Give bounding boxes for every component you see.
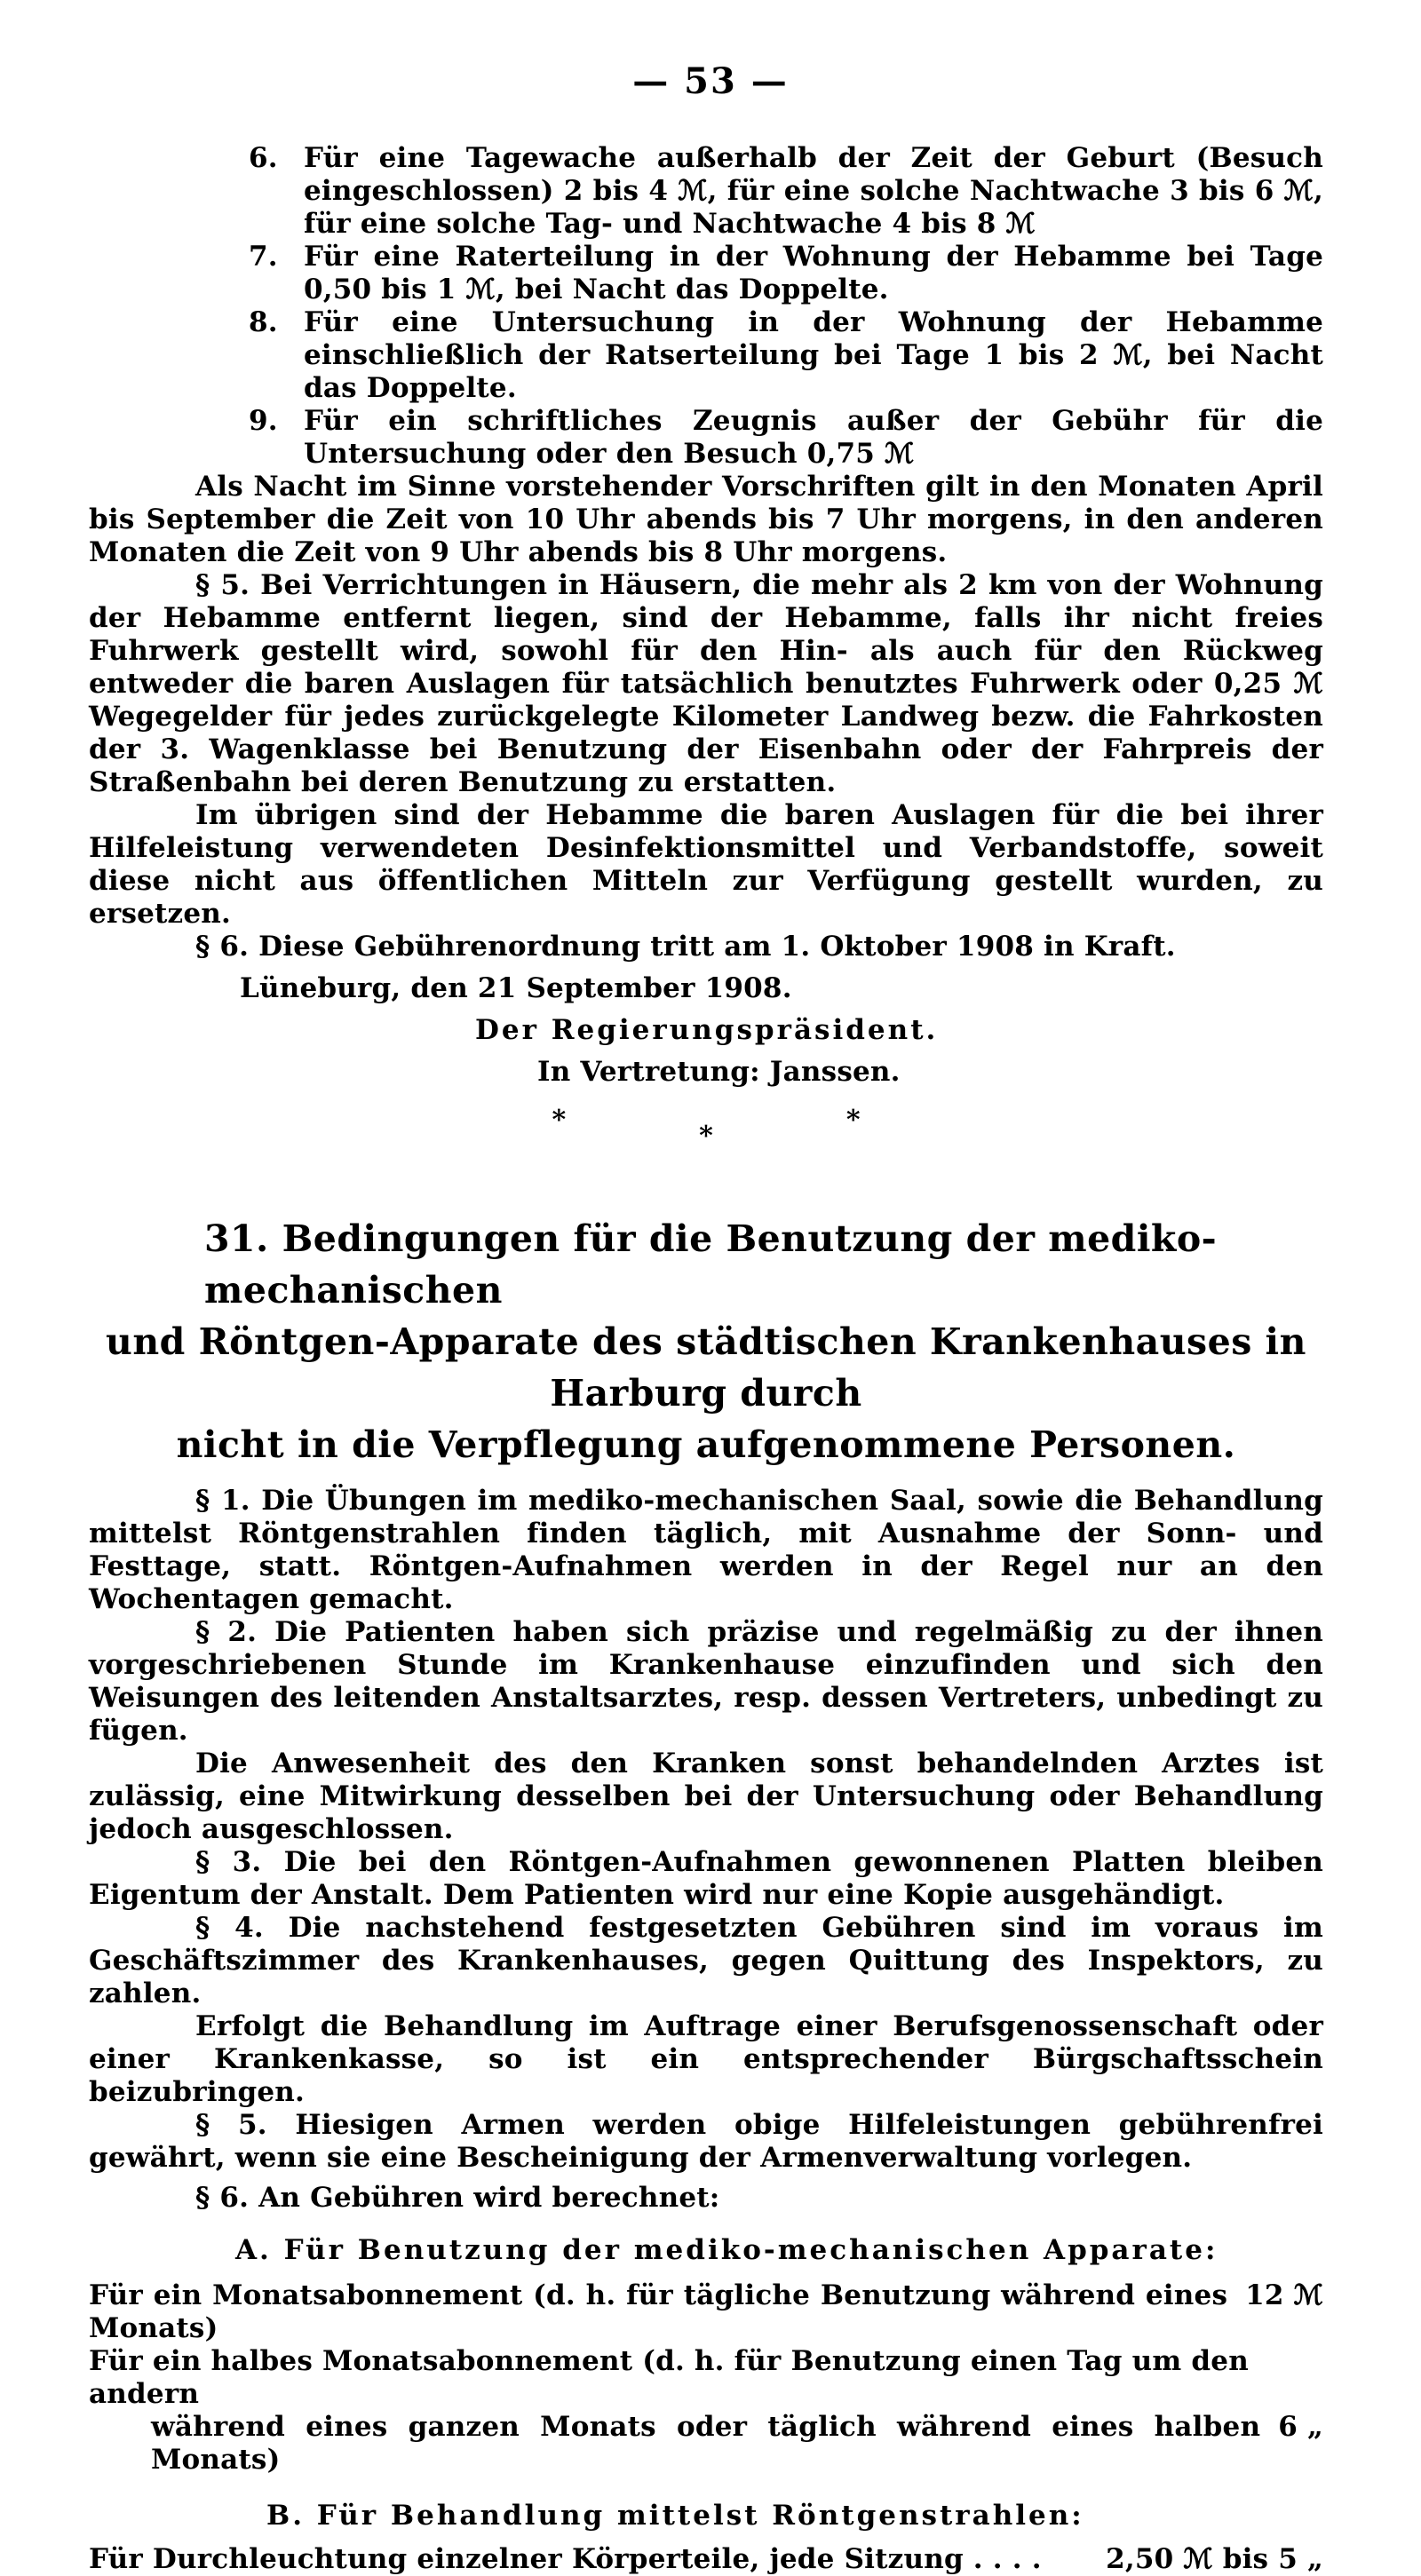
paragraph: Die Anwesenheit des den Kranken sonst behandelnden Arztes ist zulässig, eine Mitwirkung desselben bei der Untersuchung oder Behandlung jedoch ausgeschlossen. [89, 1748, 1323, 1845]
paragraph: § 1. Die Übungen im mediko-mechanischen Saal, sowie die Behandlung mittelst Röntgenstrahlen finden täglich, mit Ausnahme der Sonn- und Festtage, statt. Röntgen-Aufnahmen werden in der Regel nur an den Wochentagen gemacht. [89, 1485, 1323, 1615]
signer-title: Der Regierungspräsident. [475, 1014, 939, 1046]
section-title-line: und Röntgen-Apparate des städtischen Krankenhauses in Harburg durch [106, 1320, 1306, 1415]
price-row [89, 2411, 1323, 2477]
item-number: 7. [249, 241, 278, 273]
price-row [89, 2543, 1323, 2576]
paragraph: § 6. An Gebühren wird berechnet: [195, 2182, 720, 2214]
price-value: 12 ℳ [1245, 2279, 1323, 2311]
star: * [552, 1104, 567, 1136]
star: * [699, 1120, 713, 1152]
item-number: 8. [249, 306, 278, 338]
paragraph: Erfolgt die Behandlung im Auftrage einer Berufsgenossenschaft oder einer Krankenkasse, so ist ein entsprechender Bürgschaftsschein beizubringen. [89, 2010, 1323, 2108]
list-item [249, 306, 1323, 405]
paragraph: § 5. Bei Verrichtungen in Häusern, die mehr als 2 km von der Wohnung der Hebamme entfernt liegen, sind der Hebamme, falls ihr nicht freies Fuhrwerk gestellt wird, sowohl für den Hin- als auch für den Rückweg entweder die baren Auslagen für tatsächlich benutztes Fuhrwerk oder 0,25 ℳ Wegegelder für jedes zurückgelegte Kilometer Landweg bezw. die Fahrkosten der 3. Wagenklasse bei Benutzung der Eisenbahn oder der Fahrpreis der Straßenbahn bei deren Benutzung zu erstatten. [89, 569, 1323, 798]
section-title [89, 1213, 1323, 1470]
paragraph: § 6. Diese Gebührenordnung tritt am 1. Oktober 1908 in Kraft. [195, 931, 1176, 963]
signer-name: In Vertretung: Janssen. [537, 1056, 901, 1088]
page-number: — 53 — [632, 60, 789, 102]
paragraph: Im übrigen sind der Hebamme die baren Auslagen für die bei ihrer Hilfeleistung verwendeten Desinfektionsmittel und Verbandstoffe, soweit diese nicht aus öffentlichen Mitteln zur Verfügung gestellt wurden, zu ersetzen. [89, 799, 1323, 930]
price-row [89, 2279, 1323, 2345]
paragraph: Als Nacht im Sinne vorstehender Vorschriften gilt in den Monaten April bis September die Zeit von 10 Uhr abends bis 7 Uhr morgens, in den anderen Monaten die Zeit von 9 Uhr abends bis 8 Uhr morgens. [89, 471, 1323, 568]
price-description: Für ein Monatsabonnement (d. h. für tägliche Benutzung während eines Monats) [89, 2279, 1228, 2344]
price-description: Für ein halbes Monatsabonnement (d. h. für Benutzung einen Tag um den andern [89, 2345, 1249, 2410]
price-description: während eines ganzen Monats oder täglich während eines halben Monats) [151, 2411, 1261, 2476]
paragraph: § 2. Die Patienten haben sich präzise und regelmäßig zu der ihnen vorgeschriebenen Stunde im Krankenhause einzufinden und sich den Weisungen des leitenden Anstaltsarztes, resp. dessen Vertreters, unbedingt zu fügen. [89, 1616, 1323, 1747]
page-body [89, 142, 1323, 2576]
item-text: Für eine Tagewache außerhalb der Zeit der Geburt (Besuch eingeschlossen) 2 bis 4 ℳ, für eine solche Nachtwache 3 bis 6 ℳ, für eine solche Tag- und Nachtwache 4 bis 8 ℳ [304, 142, 1323, 240]
paragraph: § 5. Hiesigen Armen werden obige Hilfeleistungen gebührenfrei gewährt, wenn sie eine Bescheinigung der Armenverwaltung vorlegen. [89, 2109, 1323, 2174]
list-item [249, 241, 1323, 306]
price-value: 6 „ [1278, 2411, 1323, 2443]
star: * [845, 1104, 861, 1136]
section-title-line: 31. Bedingungen für die Benutzung der mediko-mechanischen [204, 1217, 1218, 1312]
item-text: Für ein schriftliches Zeugnis außer der Gebühr für die Untersuchung oder den Besuch 0,75 ℳ [304, 405, 1323, 470]
paragraph: § 4. Die nachstehend festgesetzten Gebühren sind im voraus im Geschäftszimmer des Krankenhauses, gegen Quittung des Inspektors, zu zahlen. [89, 1912, 1323, 2009]
item-number: 9. [249, 405, 278, 437]
place-date: Lüneburg, den 21 September 1908. [240, 972, 792, 1004]
paragraph: § 3. Die bei den Röntgen-Aufnahmen gewonnenen Platten bleiben Eigentum der Anstalt. Dem Patienten wird nur eine Kopie ausgehändigt. [89, 1846, 1323, 1911]
list-item [249, 405, 1323, 471]
heading-b: B. Für Behandlung mittelst Röntgenstrahlen: [266, 2500, 1084, 2532]
section-title-line: nicht in die Verpflegung aufgenommene Personen. [176, 1423, 1236, 1466]
price-value: 2,50 ℳ bis 5 „ [1106, 2543, 1323, 2575]
list-item [249, 142, 1323, 241]
item-text: Für eine Untersuchung in der Wohnung der Hebamme einschließlich der Ratserteilung bei Tage 1 bis 2 ℳ, bei Nacht das Doppelte. [304, 306, 1323, 404]
item-text: Für eine Raterteilung in der Wohnung der Hebamme bei Tage 0,50 bis 1 ℳ, bei Nacht das Doppelte. [304, 241, 1323, 305]
heading-a: A. Für Benutzung der mediko-mechanischen Apparate: [235, 2234, 1219, 2266]
item-number: 6. [249, 142, 278, 174]
price-description: Für Durchleuchtung einzelner Körperteile, jede Sitzung . . . . [89, 2543, 1042, 2575]
separator-stars [89, 1089, 1323, 1151]
